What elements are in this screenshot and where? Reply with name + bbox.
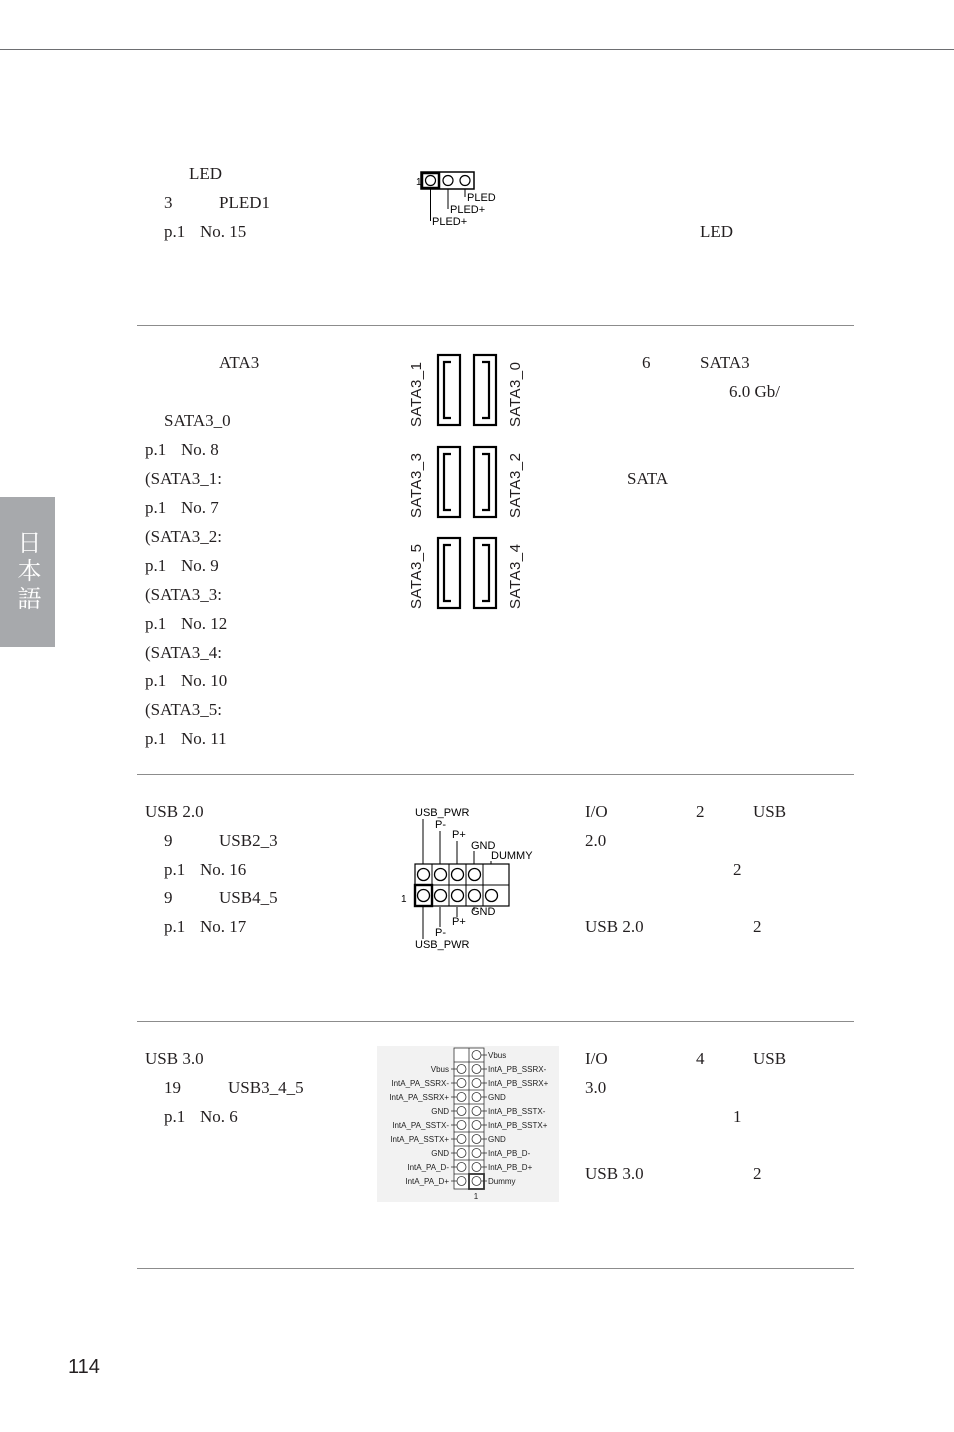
usb2-diag-label-8: P- <box>435 927 446 939</box>
usb3-ref-b: No. 6 <box>200 1107 238 1126</box>
led-text: LED <box>189 164 223 183</box>
usb3-left-label-4: IntA_PA_SSTX- <box>392 1121 449 1130</box>
usb2-right-usb: USB <box>753 802 787 821</box>
usb2-header-b: USB4_5 <box>219 888 278 907</box>
sata-ref-2b: No. 9 <box>181 556 219 575</box>
header-rule <box>0 49 954 50</box>
sata-ref-1a: p.1 <box>145 498 167 517</box>
usb3-header: USB3_4_5 <box>228 1078 304 1097</box>
usb3-left-label-6: GND <box>431 1149 449 1158</box>
usb2-right-io: I/O <box>585 802 608 821</box>
sata-right-count: 6 <box>642 353 651 372</box>
usb2-right-num2: 2 <box>753 917 762 936</box>
usb3-right-label-6: GND <box>488 1135 506 1144</box>
usb3-right-num: 1 <box>733 1107 742 1126</box>
usb2-diag-label-0: USB_PWR <box>415 807 470 819</box>
usb3-right-io: I/O <box>585 1049 608 1068</box>
usb3-right-label-2: IntA_PB_SSRX+ <box>488 1079 549 1088</box>
usb3-title: USB 3.0 <box>145 1049 204 1068</box>
usb3-right-label-3: GND <box>488 1093 506 1102</box>
usb2-pins-a: 9 <box>164 831 173 850</box>
usb2-diag-label-1: P- <box>435 819 446 831</box>
usb3-right-label-7: IntA_PB_D- <box>488 1149 531 1158</box>
usb3-left-label-1: IntA_PA_SSRX- <box>391 1079 449 1088</box>
usb3-pins: 19 <box>164 1078 181 1097</box>
sata-label-5: SATA3_5 <box>408 543 425 609</box>
sata-right-cable: SATA <box>627 469 669 488</box>
section-divider-3 <box>137 1021 854 1022</box>
usb3-right-count: 4 <box>696 1049 705 1068</box>
usb3-left-label-3: GND <box>431 1107 449 1116</box>
sata-label-3: SATA3_3 <box>408 452 425 518</box>
usb2-ref-b2: No. 17 <box>200 917 247 936</box>
sata-ref-0a: p.1 <box>145 440 167 459</box>
sata-ref-3a: p.1 <box>145 614 167 633</box>
pled-label-1: PLED <box>467 192 496 204</box>
usb3-right-label-5: IntA_PB_SSTX+ <box>488 1121 548 1130</box>
usb2-ref-a1: p.1 <box>164 860 186 879</box>
sata-ref-4a: p.1 <box>145 671 167 690</box>
pled-label-3: PLED+ <box>432 216 468 228</box>
sata-port-5: (SATA3_5: <box>145 700 223 719</box>
page-number: 114 <box>68 1356 100 1378</box>
usb2-pins-b: 9 <box>164 888 173 907</box>
led-right-text: LED <box>700 222 734 241</box>
usb3-right-label-8: IntA_PB_D+ <box>488 1163 533 1172</box>
sata-label-1: SATA3_1 <box>408 361 425 427</box>
sata-title: ATA3 <box>219 353 260 372</box>
sata-ref-0b: No. 8 <box>181 440 219 459</box>
sata-port-2: (SATA3_2: <box>145 527 223 546</box>
sata-label-2: SATA3_2 <box>507 452 524 518</box>
sata-label-4: SATA3_4 <box>507 543 524 609</box>
section-divider-4 <box>137 1268 854 1269</box>
usb2-diag-label-5: 1 <box>401 894 407 905</box>
usb2-right-count: 2 <box>696 802 705 821</box>
pled-pin1-label: 1 <box>416 177 422 188</box>
usb3-left-label-2: IntA_PA_SSRX+ <box>389 1093 449 1102</box>
usb2-diag-label-9: USB_PWR <box>415 939 470 951</box>
led-pin-count: 3 <box>164 193 173 212</box>
pled-label-2: PLED+ <box>450 204 486 216</box>
sata-port-4: (SATA3_4: <box>145 643 223 662</box>
usb2-header-a: USB2_3 <box>219 831 278 850</box>
sata-port-1: (SATA3_1: <box>145 469 223 488</box>
usb3-pin1-label: 1 <box>473 1192 479 1201</box>
usb3-right-label-4: IntA_PB_SSTX- <box>488 1107 546 1116</box>
usb2-title: USB 2.0 <box>145 802 204 821</box>
usb2-diag-label-4: DUMMY <box>491 850 533 862</box>
usb3-right-label-9: Dummy <box>488 1177 516 1186</box>
sata-right-speed: 6.0 Gb/ <box>729 382 780 401</box>
led-header-name: PLED1 <box>219 193 270 212</box>
usb2-right-num: 2 <box>733 860 742 879</box>
section-divider-2 <box>137 774 854 775</box>
usb3-right-label-1: IntA_PB_SSRX- <box>488 1065 547 1074</box>
sata-port-3: (SATA3_3: <box>145 585 223 604</box>
usb3-right-type: USB 3.0 <box>585 1164 644 1183</box>
sata-ref-5b: No. 11 <box>181 729 227 748</box>
usb2-right-type: USB 2.0 <box>585 917 644 936</box>
usb3-header-diagram <box>377 1046 559 1202</box>
sata-ref-2a: p.1 <box>145 556 167 575</box>
section-divider-1 <box>137 325 854 326</box>
led-no: No. 15 <box>200 222 247 241</box>
usb2-right-ver: 2.0 <box>585 831 607 850</box>
sata-right-type: SATA3 <box>700 353 750 372</box>
usb3-left-label-8: IntA_PA_D+ <box>405 1177 449 1186</box>
usb3-right-num2: 2 <box>753 1164 762 1183</box>
usb3-ref-a: p.1 <box>164 1107 186 1126</box>
usb2-header-diagram <box>398 803 543 951</box>
usb3-left-label-7: IntA_PA_D- <box>407 1163 449 1172</box>
language-tab[interactable]: 日本語 <box>0 497 55 647</box>
usb2-diag-label-7: P+ <box>452 916 466 928</box>
usb3-right-ver: 3.0 <box>585 1078 607 1097</box>
usb2-diag-label-2: P+ <box>452 829 466 841</box>
sata-ref-4b: No. 10 <box>181 671 228 690</box>
usb2-diag-label-6: GND <box>471 906 496 918</box>
usb2-ref-a2: No. 16 <box>200 860 247 879</box>
sata-ref-5a: p.1 <box>145 729 167 748</box>
sata-ref-1b: No. 7 <box>181 498 219 517</box>
sata-ref-3b: No. 12 <box>181 614 228 633</box>
usb3-right-label-0: Vbus <box>488 1051 507 1060</box>
sata-label-0: SATA3_0 <box>507 361 524 427</box>
sata-port-0: SATA3_0 <box>164 411 231 430</box>
usb3-left-label-0: Vbus <box>430 1065 449 1074</box>
usb2-ref-b1: p.1 <box>164 917 186 936</box>
usb3-right-usb: USB <box>753 1049 787 1068</box>
usb2-diag-label-3: GND <box>471 840 496 852</box>
pled-diagram <box>412 168 512 230</box>
led-page-ref: p.1 <box>164 222 186 241</box>
usb3-left-label-5: IntA_PA_SSTX+ <box>390 1135 449 1144</box>
